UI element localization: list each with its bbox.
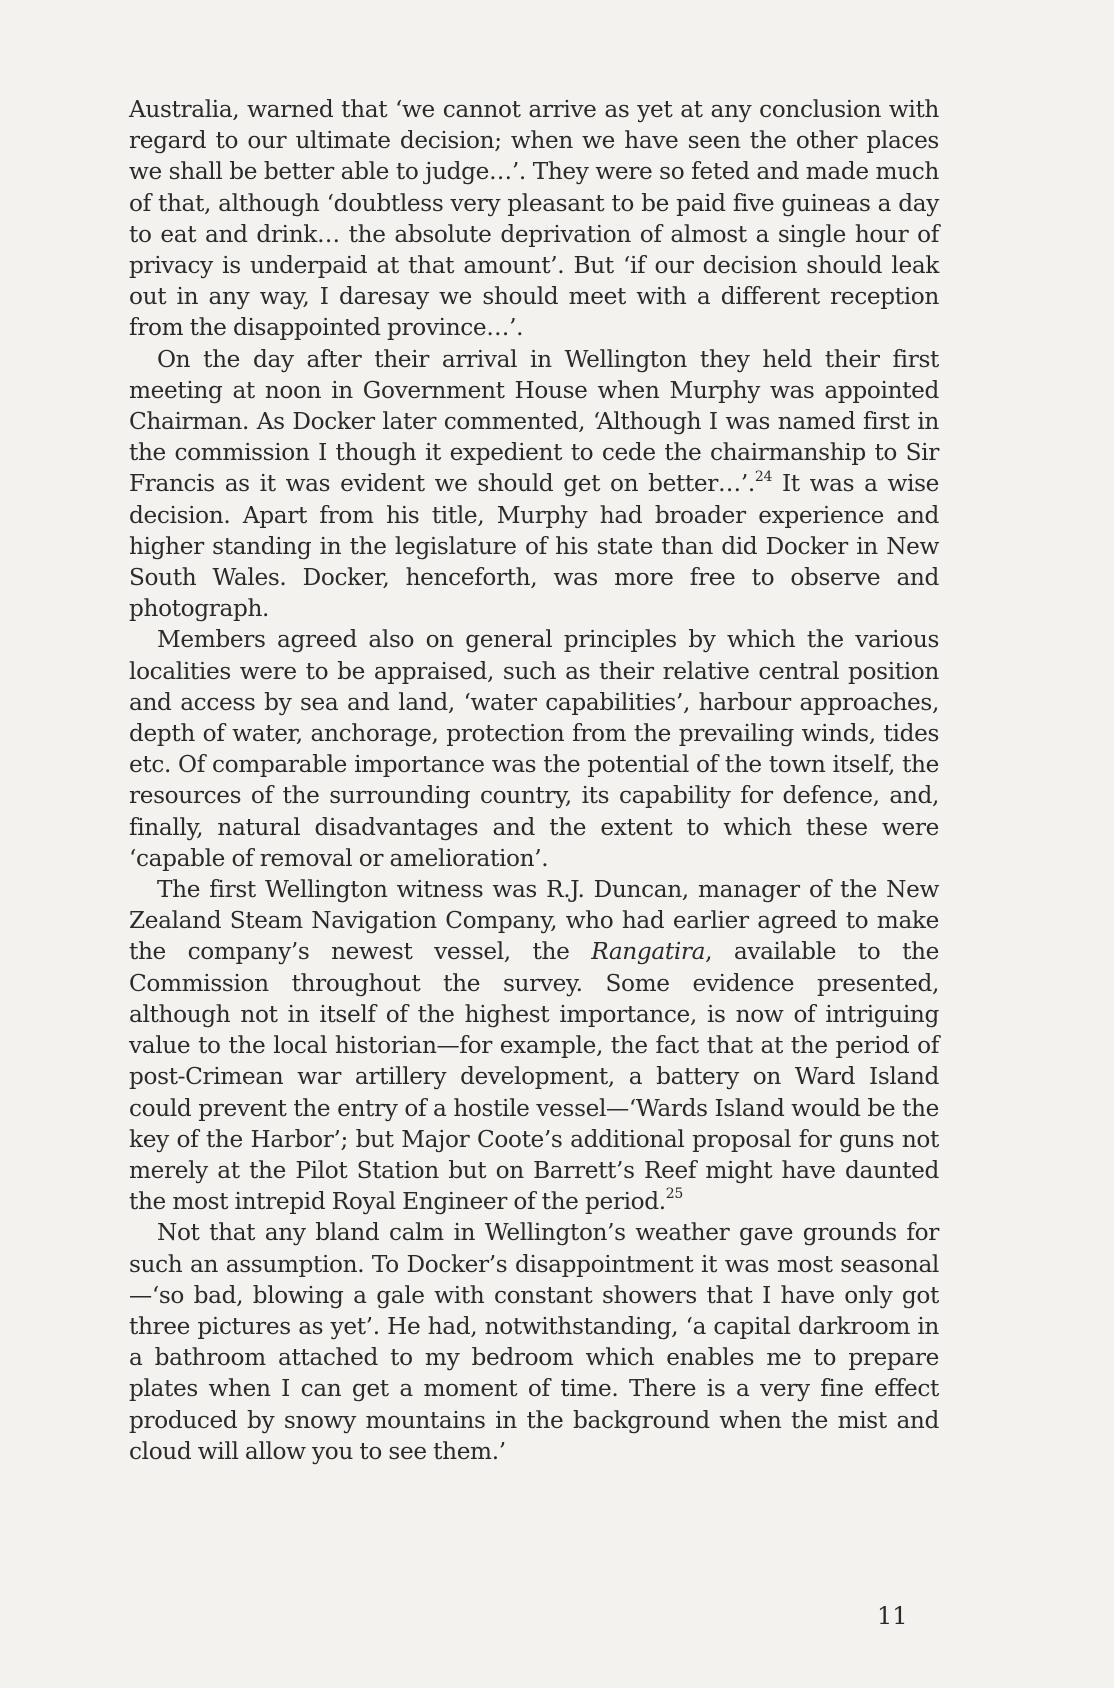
page-number: 11 xyxy=(877,1602,908,1630)
text-run: It was a wise decision. Apart from his title, Murphy had broader experience and higher standing in the legislature of his state than did Docker in New South Wales. Docker, henceforth, was more free to observe and photograph. xyxy=(129,470,939,623)
text-run: Australia, warned that ‘we cannot arrive as yet at any conclusion with regard to our ultimate decision; when we have seen the other places we shall be better able to judge…’. They were so feted and made much of that, although ‘doubtless very pleasant to be paid five guineas a day to eat and drink… the absolute deprivation of almost a single hour of privacy is underpaid at that amount’. But ‘if our decision should leak out in any way, I daresay we should meet with a different reception from the disappointed province…’. xyxy=(129,96,939,342)
text-run: Not that any bland calm in Wellington’s weather gave grounds for such an assumption. To Docker’s disappointment it was most seasonal—‘so bad, blowing a gale with constant showers that I have only got three pictures as yet’. He had, notwithstanding, ‘a capital darkroom in a bathroom attached to my bedroom which enables me to prepare plates when I can get a moment of time. There is a very fine effect produced by snowy mountains in the background when the mist and cloud will allow you to see them.’ xyxy=(129,1219,939,1465)
text-run: The first Wellington witness was R.J. Duncan, manager of the New Zealand Steam Navigation Company, who had earlier agreed to make the company’s newest vessel, the xyxy=(129,876,939,966)
text-run: Members agreed also on general principles by which the various localities were to be appraised, such as their relative central position and access by sea and land, ‘water capabilities’, harbour approaches, depth of water, anchorage, protection from the prevailing winds, tides etc. Of comparable importance was the potential of the town itself, the resources of the surrounding country, its capability for defence, and, finally, natural disadvantages and the extent to which these were ‘capable of removal or amelioration’. xyxy=(129,626,939,872)
text-run: On the day after their arrival in Wellington they held their first meeting at noon in Government House when Murphy was appointed Chairman. As Docker later commented, ‘Although I was named first in the commission I though it expedient to cede the chairmanship to Sir Francis as it was evident we should get on better…’. xyxy=(129,345,939,498)
footnote-ref: 25 xyxy=(665,1186,683,1203)
paragraph xyxy=(129,624,939,874)
text-run: , available to the Commission throughout the survey. Some evidence presented, although not in itself of the highest importance, is now of intriguing value to the local historian—for example, the fact that at the period of post-Crimean war artillery development, a battery on Ward Island could prevent the entry of a hostile vessel—‘Wards Island would be the key of the Harbor’; but Major Coote’s additional proposal for guns not merely at the Pilot Station but on Barrett’s Reef might have daunted the most intrepid Royal Engineer of the period. xyxy=(129,938,939,1216)
paragraph xyxy=(129,344,939,625)
italic-text: Rangatira xyxy=(591,938,706,966)
paragraph xyxy=(129,1217,939,1467)
paragraph xyxy=(129,94,939,344)
footnote-ref: 24 xyxy=(754,468,773,485)
paragraph xyxy=(129,874,939,1217)
body-text xyxy=(129,94,939,1467)
